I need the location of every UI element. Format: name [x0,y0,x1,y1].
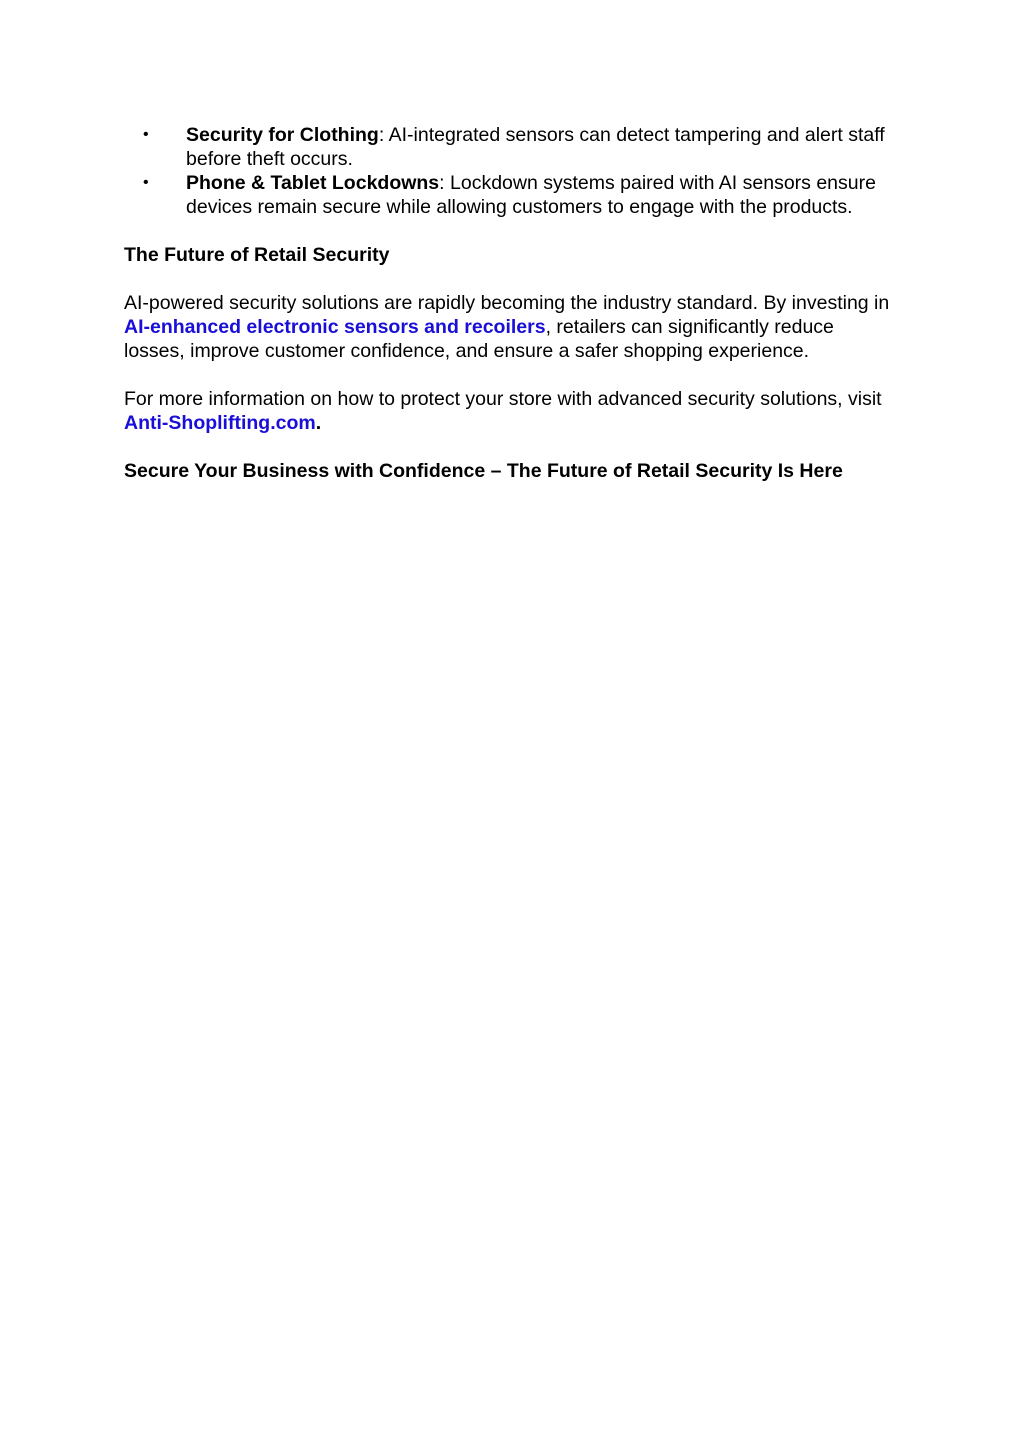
paragraph-text: For more information on how to protect your store with advanced security solutions, visit [124,388,882,410]
list-item [124,171,899,219]
bullet-title: Phone & Tablet Lockdowns [186,172,440,194]
section-heading: The Future of Retail Security [124,244,390,266]
bullet-title: Security for Clothing [186,124,379,146]
paragraph-period: . [315,412,322,434]
document-page [124,123,899,483]
bullet-text: : Lockdown systems paired with AI sensors ensure devices remain secure while allowing customers to engage with the products. [186,172,876,218]
closing-heading: Secure Your Business with Confidence – The Future of Retail Security Is Here [124,460,843,482]
paragraph-more-info [124,387,899,435]
bullet-icon: • [143,126,149,143]
bullet-text: : AI-integrated sensors can detect tampering and alert staff before theft occurs. [186,124,885,170]
paragraph-text: , retailers can significantly reduce losses, improve customer confidence, and ensure a safer shopping experience. [124,316,834,362]
anti-shoplifting-link[interactable]: Anti-Shoplifting.com [124,412,316,434]
list-item [124,123,899,171]
paragraph-investing [124,291,899,363]
bullet-icon: • [143,174,149,191]
paragraph-text: AI-powered security solutions are rapidly becoming the industry standard. By investing in [124,292,890,314]
bullet-list [124,123,899,219]
sensors-recoilers-link[interactable]: AI-enhanced electronic sensors and recoilers [124,316,546,338]
